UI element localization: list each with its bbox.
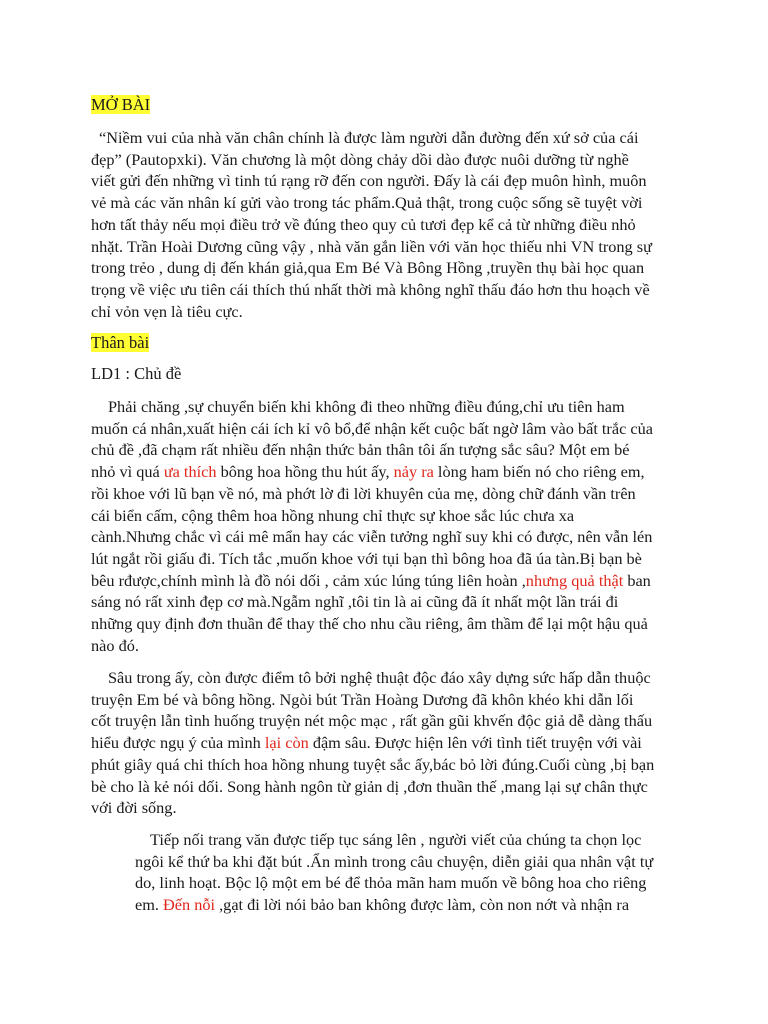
intro-line: “Niềm vui của nhà văn chân chính là được làm người dẫn đường đến xứ sở của cái — [99, 128, 639, 147]
intro-line: chỉ vỏn vẹn là tiêu cực. — [91, 301, 243, 321]
intro-line: vẻ mà các văn nhân kí gửi vào trong tác phẩm.Quả thật, trong cuộc sống sẽ tuyệt vời — [91, 193, 643, 213]
paragraph-1: Phải chăng ,sự chuyển biến khi không đi theo những điều đúng,chỉ ưu tiên ham muốn cá nhân,xuất hiện cái ích kỉ vô bổ,để nhận kết cuộc bất ngờ lâm vào bất trắc của chủ đề ,đã chạm rất nhiều đến nhận thức bản thân tôi ấn tượng sắc sâu? Một em bé nhỏ vì quá ưa thích bông hoa hồng thu hút ấy, nảy ra lòng ham biến nó cho riêng em, rồi khoe với lũ bạn về nó, mà phớt lờ đi lời khuyên của mẹ, dòng chữ đánh vần trên cái biển cấm, cộng thêm hoa hồng nhung chỉ thực sự khoe sắc lúc chưa xa cành.Nhưng chắc vì cái mê mẩn hay các viễn tưởng nghĩ suy khi có được, nên vẫn lén lút ngắt rồi giấu đi. Tích tắc ,muốn khoe với tụi bạn thì bông hoa đã úa tàn.Bị bạn bè bêu rđược,chính mình là đồ nói dối , cảm xúc lúng túng liên hoàn ,nhưng quả thật ban sáng nó rất xinh đẹp cơ mà.Ngẫm nghĩ ,tôi tin là ai cũng đã ít nhất một lần trái đi những quy định đơn thuần để thay thế cho nhu cầu riêng, âm thầm để lại một hậu quả nào đó. — [91, 397, 653, 655]
intro-line: đẹp” (Pautopxki). Văn chương là một dòng chảy dồi dào được nuôi dưỡng từ nghề — [91, 149, 629, 169]
paragraph-2: Sâu trong ấy, còn được điểm tô bởi nghệ thuật độc đáo xây dựng sức hấp dẫn thuộc truyện Em bé và bông hồng. Ngòi bút Trần Hoàng Dương đã khôn khéo khi dẫn lối cốt truyện lẫn tình huống truyện nét mộc mạc , rất gần gũi khvến độc giả dễ dàng thấu hiểu được ngụ ý của mình lại còn đậm sâu. Được hiện lên với tình tiết truyện với vài phút giây quá chi thích hoa hồng nhung tuyệt sắc ấy,bác bỏ lời đúng.Cuối cùng ,bị bạn bè cho là kẻ nói dối. Song hành ngôn từ giản dị ,đơn thuần thế ,mang lại sự chân thực với đời sống. — [91, 668, 655, 818]
intro-line: trong trẻo , dung dị đến khán giả,qua Em Bé Và Bông Hồng ,truyền thụ bài học quan — [91, 258, 645, 278]
red-highlight-text: ưa thích — [163, 462, 217, 482]
red-highlight-text: nhưng quả thật — [525, 570, 624, 590]
red-highlight-text: lại còn — [264, 733, 309, 753]
intro-line: trọng về việc ưu tiên cái thích thú nhất thời mà không nghĩ thấu đáo hơn thu hoạch về — [91, 279, 650, 299]
intro-line: hơn tất thảy nếu mọi điều trở về đúng theo quy củ tươi đẹp kể cả từ những điều nhỏ — [91, 214, 636, 234]
intro-heading: MỞ BÀI — [91, 95, 151, 114]
ld1-heading: LD1 : Chủ đề — [91, 364, 182, 383]
red-highlight-text: Đến nỗi — [163, 895, 216, 915]
paragraph-3: Tiếp nối trang văn được tiếp tục sáng lên , người viết của chúng ta chọn lọc ngôi kể thứ ba khi đặt bút .Ẩn mình trong câu chuyện, diễn giải qua nhân vật tự do, linh hoạt. Bộc lộ một em bé để thỏa mãn ham muốn về bông hoa cho riêng em. Đến nỗi ,gạt đi lời nói bảo ban không được làm, còn non nớt và nhận ra — [135, 830, 654, 915]
intro-line: nhặt. Trần Hoài Dương cũng vậy , nhà văn gắn liền với văn học thiếu nhi VN trong sự — [91, 236, 652, 256]
body-heading: Thân bài — [91, 333, 150, 352]
red-highlight-text: nảy ra — [393, 462, 434, 482]
intro-paragraph — [91, 127, 652, 322]
intro-line: viết gửi đến những vì tinh tú rạng rỡ đến con người. Đấy là cái đẹp muôn hình, muôn — [91, 171, 647, 191]
